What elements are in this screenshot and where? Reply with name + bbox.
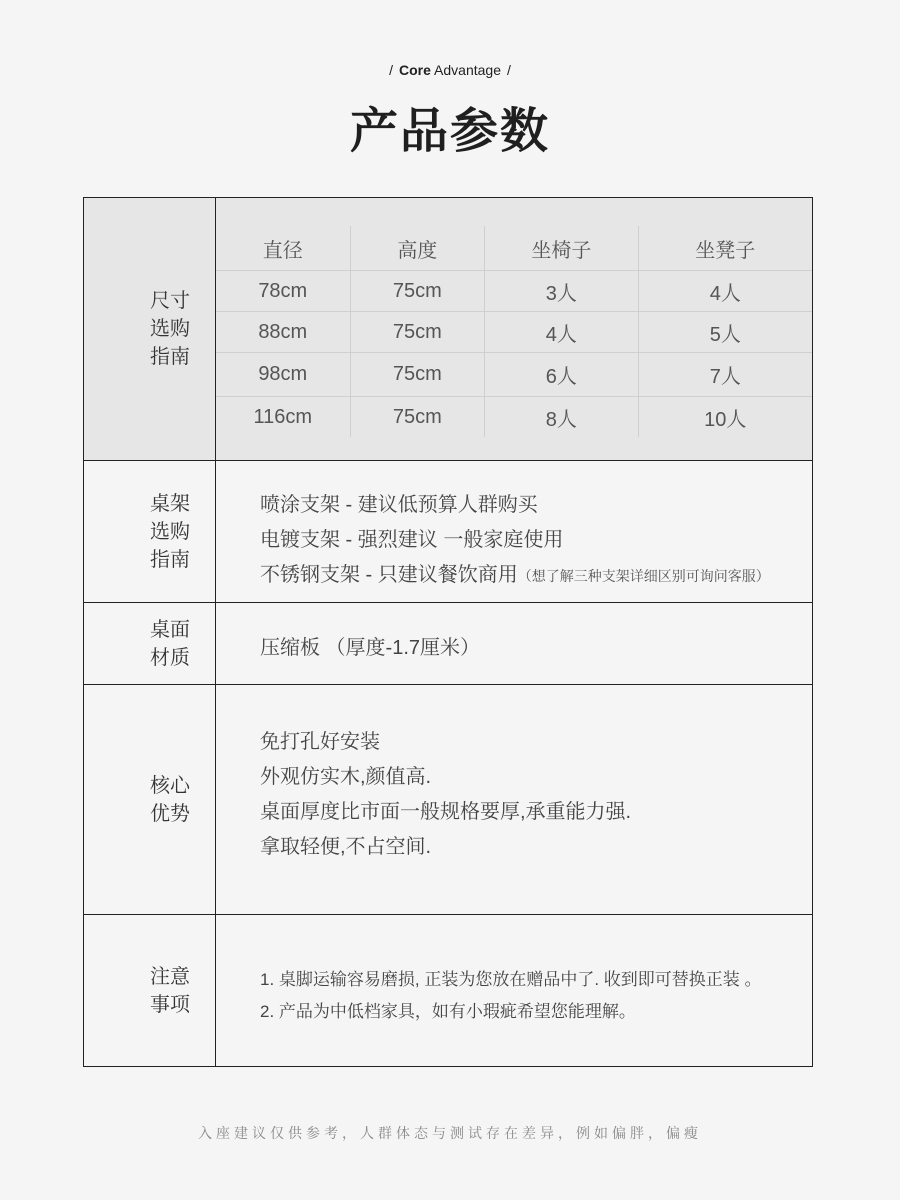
size-content [216,198,812,460]
material-text: 压缩板 （厚度-1.7厘米） [260,637,481,659]
label-size-line3: 指南 [150,346,190,368]
cell-stool: 4人 [709,282,741,305]
cell-height: 75cm [351,353,486,396]
subtitle-rest: Advantage [434,62,501,78]
label-size [84,198,216,460]
header-stool-seats: 坐凳子 [695,239,756,262]
frame-line: 电镀支架 - 强烈建议 一般家庭使用 [260,529,564,551]
notice-content [216,915,812,1066]
advantage-line: 拿取轻便,不占空间. [260,836,432,858]
cell-stool: 10人 [704,408,747,431]
cell-chair: 8人 [485,397,638,437]
notice-line: 1. 桌脚运输容易磨损, 正装为您放在赠品中了. 收到即可替换正装 。 [260,970,762,989]
material-content [216,603,812,684]
label-notice-line1: 注意 [150,965,190,988]
cell-diameter: 116cm [216,397,351,437]
notice-line: 2. 产品为中低档家具，如有小瑕疵希望您能理解。 [260,1002,636,1021]
cell-diameter: 88cm [216,312,351,352]
slash-right: / [506,62,511,78]
section-subtitle [0,62,900,78]
size-header-row [216,226,812,271]
cell-stool: 5人 [709,323,741,346]
cell-height: 75cm [351,312,486,352]
label-material-line1: 桌面 [150,618,190,641]
label-frame-line3: 指南 [150,548,190,571]
label-material-line2: 材质 [150,646,190,669]
cell-chair: 3人 [485,271,638,311]
cell-chair: 4人 [485,312,638,352]
frame-note: （想了解三种支架详细区别可询问客服） [517,568,770,584]
subtitle-bold: Core [399,62,431,78]
size-row [216,397,812,437]
label-advantage-line1: 核心 [150,774,190,797]
cell-diameter: 78cm [216,271,351,311]
advantage-line: 外观仿实木,颜值高. [260,766,432,788]
size-grid [216,226,812,437]
cell-height: 75cm [351,271,486,311]
label-notice [84,915,216,1066]
label-frame [84,461,216,602]
header-height: 高度 [351,226,486,270]
slash-left: / [389,62,393,78]
label-frame-line1: 桌架 [150,492,190,515]
frame-line: 喷涂支架 - 建议低预算人群购买 [260,494,538,516]
label-frame-line2: 选购 [150,520,190,543]
row-frame [84,461,812,603]
size-row [216,353,812,397]
cell-height: 75cm [351,397,486,437]
size-row [216,271,812,312]
frame-line: 不锈钢支架 - 只建议餐饮商用 [260,564,518,586]
row-material [84,603,812,685]
frame-content [216,461,812,602]
cell-chair: 6人 [485,353,638,396]
label-advantage-line2: 优势 [150,802,190,825]
size-row [216,312,812,353]
parameter-table [83,197,813,1067]
page-title: 产品参数 [349,105,550,158]
cell-diameter: 98cm [216,353,351,396]
cell-stool: 7人 [709,366,741,388]
advantage-line: 桌面厚度比市面一般规格要厚,承重能力强. [260,801,632,823]
advantage-content [216,685,812,914]
row-size [84,198,812,461]
label-notice-line2: 事项 [150,993,190,1016]
frame-line-with-note [260,558,770,587]
advantage-line: 免打孔好安装 [260,731,380,753]
row-notice [84,915,812,1066]
label-size-line1: 尺寸 [150,290,190,312]
label-material [84,603,216,684]
header-chair-seats: 坐椅子 [485,226,638,270]
row-advantage [84,685,812,915]
label-size-line2: 选购 [150,318,190,340]
footer-disclaimer: 入座建议仅供参考，人群体态与测试存在差异，例如偏胖，偏瘦 [198,1125,702,1141]
label-advantage [84,685,216,914]
header-diameter: 直径 [216,226,351,270]
